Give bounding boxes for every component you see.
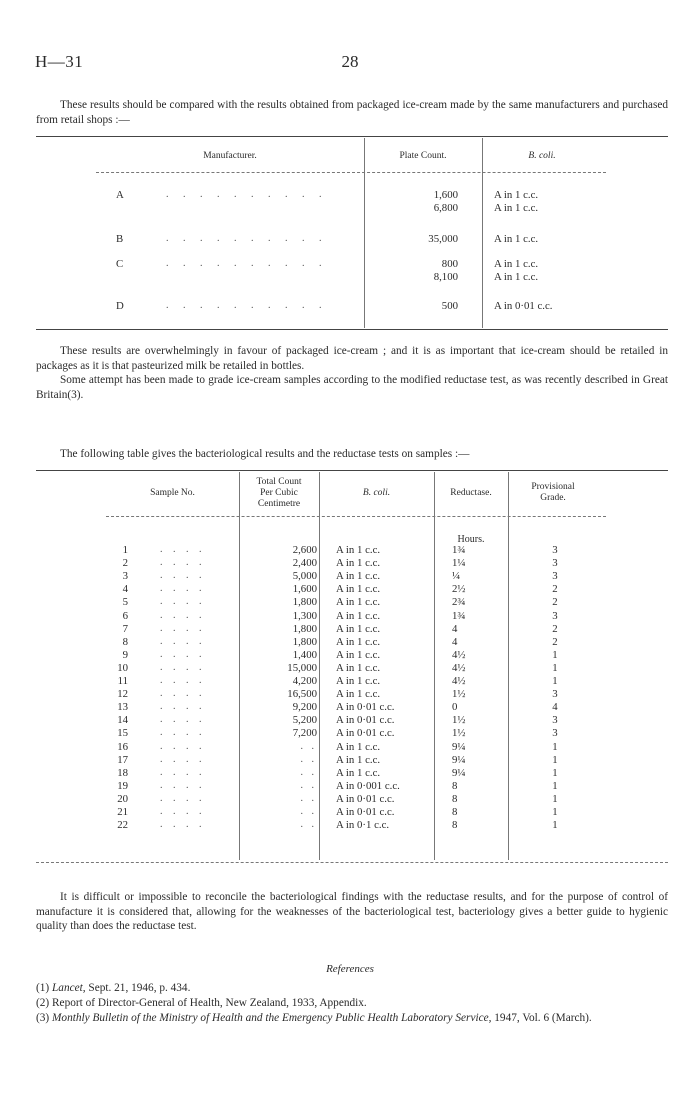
reductase-value: 1½ [452, 727, 466, 740]
header-manufacturer: Manufacturer. [203, 151, 257, 161]
provisional-grade-value: 1 [552, 753, 558, 766]
leader-dots: . . . . [160, 609, 206, 621]
provisional-grade-value: 3 [552, 714, 558, 727]
leader-dots: . . [300, 753, 317, 765]
reference-detail: Sept. 21, 1946, p. 434. [85, 982, 191, 994]
plate-count-value: 800 [441, 258, 458, 270]
leader-dots: . . . . [160, 544, 206, 555]
header-rule [96, 172, 606, 173]
leader-dots: . . . . [160, 819, 206, 831]
provisional-grade-value: 3 [552, 557, 558, 570]
total-count-value: 15,000 [287, 661, 317, 674]
reductase-value: 1¼ [452, 557, 466, 570]
reductase-value: 2¾ [452, 596, 466, 609]
provisional-grade-value: 1 [552, 779, 558, 792]
provisional-grade-value: 2 [552, 596, 558, 609]
header-provisional-grade [508, 482, 598, 504]
b-coli-value: A in 1 c.c. [336, 766, 381, 779]
paragraph-table-intro: The following table gives the bacteriological results and the reductase tests on samples :— [60, 448, 470, 460]
leader-dots: . . . . [160, 753, 206, 765]
reference-detail: Report of Director-General of Health, New Zealand, 1933, Appendix. [52, 997, 367, 1009]
total-count-value: 1,600 [292, 583, 317, 596]
leader-dots: . . [300, 740, 317, 752]
b-coli-value: A in 1 c.c. [336, 557, 381, 570]
reference-journal: Lancet, [52, 982, 86, 994]
plate-count-value: 35,000 [428, 233, 458, 245]
header-total-count [239, 477, 319, 510]
sample-number: 5 [122, 596, 128, 609]
sample-number: 9 [122, 648, 128, 661]
reductase-value: 9¼ [452, 766, 466, 779]
provisional-grade-value: 1 [552, 661, 558, 674]
header-total-count-line: Centimetre [257, 499, 301, 509]
page-number: 28 [341, 52, 359, 71]
total-count-value: 1,800 [292, 622, 317, 635]
provisional-grade-value: 3 [552, 727, 558, 740]
sample-number: 3 [122, 570, 128, 583]
sample-number: 13 [117, 701, 128, 714]
table-top-rule [36, 470, 668, 471]
intro-paragraph: These results should be compared with the results obtained from packaged ice-cream made by the same manufacturers and purchased from retail shops :— [36, 99, 668, 126]
header-b-coli: B. coli. [528, 151, 556, 161]
reductase-value: 4½ [452, 648, 466, 661]
document-code: H—31 [35, 52, 84, 71]
total-count-value: 2,400 [292, 557, 317, 570]
header-rule [106, 516, 606, 517]
b-coli-value: A in 1 c.c. [336, 596, 381, 609]
header-sample-no: Sample No. [150, 488, 195, 498]
sample-number: 12 [117, 688, 128, 701]
leader-dots: . . . . [160, 766, 206, 778]
table-top-rule [36, 136, 668, 137]
provisional-grade-value: 3 [552, 688, 558, 701]
table-bottom-rule [36, 329, 668, 330]
b-coli-value: A in 0·01 c.c. [336, 714, 395, 727]
sample-number: 7 [122, 622, 128, 635]
paragraph-grading: Some attempt has been made to grade ice-cream samples according to the modified reductase test, as was recently described in Great Britain(3). [36, 374, 668, 401]
reference-number: (2) [36, 997, 50, 1009]
leader-dots: . . . . [160, 622, 206, 634]
sample-number: 6 [122, 609, 128, 622]
manufacturer-table [36, 136, 668, 346]
leader-dots: . . . . . . . . . . [166, 258, 328, 269]
sample-number: 14 [117, 714, 128, 727]
b-coli-value: A in 1 c.c. [336, 609, 381, 622]
reductase-value: 0 [452, 701, 458, 714]
b-coli-value: A in 0·01 c.c. [336, 792, 395, 805]
plate-count-value: 6,800 [433, 202, 458, 214]
column-divider [319, 472, 320, 860]
provisional-grade-value: 3 [552, 609, 558, 622]
reductase-value: 1¾ [452, 609, 466, 622]
paragraph-packaged: These results are overwhelmingly in favour of packaged ice-cream ; and it is as important that ice-cream should be retailed in packages as it is that pasteurized milk be retailed in bottles. [36, 345, 668, 372]
b-coli-value: A in 1 c.c. [336, 740, 381, 753]
b-coli-value: A in 1 c.c. [494, 189, 539, 201]
total-count-value: 5,000 [292, 570, 317, 583]
column-divider [482, 138, 483, 328]
b-coli-value: A in 0·01 c.c. [336, 727, 395, 740]
provisional-grade-value: 1 [552, 766, 558, 779]
column-divider [508, 472, 509, 860]
sample-number: 16 [117, 740, 128, 753]
leader-dots: . . . . [160, 740, 206, 752]
sample-number: 19 [117, 779, 128, 792]
b-coli-value: A in 1 c.c. [494, 271, 539, 283]
b-coli-value: A in 1 c.c. [336, 544, 381, 556]
reference-number: (1) [36, 982, 50, 994]
header-grade-line: Grade. [540, 493, 566, 503]
header-b-coli: B. coli. [362, 488, 391, 498]
leader-dots: . . . . [160, 779, 206, 791]
provisional-grade-value: 1 [552, 819, 558, 832]
leader-dots: . . . . [160, 701, 206, 713]
total-count-value: 5,200 [292, 714, 317, 727]
leader-dots: . . [300, 819, 317, 831]
provisional-grade-value: 1 [552, 740, 558, 753]
hours-label: Hours. [457, 534, 485, 545]
b-coli-value: A in 1 c.c. [494, 202, 539, 214]
reductase-value: 4 [452, 622, 458, 635]
reductase-value: 4 [452, 635, 458, 648]
b-coli-value: A in 1 c.c. [336, 675, 381, 687]
total-count-value: 9,200 [292, 701, 317, 714]
total-count-value: 1,300 [292, 609, 317, 622]
reductase-value: 8 [452, 806, 458, 818]
provisional-grade-value: 2 [552, 635, 558, 648]
sample-number: 4 [122, 583, 128, 596]
b-coli-value: A in 0·01 c.c. [336, 806, 395, 818]
plate-count-value: 500 [441, 300, 458, 312]
leader-dots: . . [300, 792, 317, 804]
reductase-value: 1½ [452, 714, 466, 727]
table-bottom-rule [36, 862, 668, 863]
reductase-value: ¼ [452, 570, 461, 583]
reference-item [36, 1011, 668, 1025]
reference-item [36, 981, 668, 995]
b-coli-value: A in 1 c.c. [336, 583, 381, 596]
references-heading: References [326, 963, 374, 975]
sample-number: 2 [122, 557, 128, 570]
sample-number: 18 [117, 766, 128, 779]
reductase-value: 4½ [452, 661, 466, 674]
sample-number: 15 [117, 727, 128, 740]
leader-dots: . . . . [160, 792, 206, 804]
header-total-count-line: Total Count [256, 477, 302, 487]
total-count-value: 7,200 [292, 727, 317, 740]
provisional-grade-value: 4 [552, 701, 558, 714]
reductase-value: 2½ [452, 583, 466, 596]
b-coli-value: A in 0·1 c.c. [336, 819, 390, 832]
leader-dots: . . . . [160, 570, 206, 582]
sample-number: 20 [117, 792, 128, 805]
header-total-count-line: Per Cubic [260, 488, 298, 498]
leader-dots: . . . . [160, 675, 206, 686]
reductase-value: 8 [452, 792, 458, 805]
leader-dots: . . . . [160, 714, 206, 726]
total-count-value: 1,400 [292, 648, 317, 661]
total-count-value: 4,200 [292, 675, 317, 687]
provisional-grade-value: 1 [552, 648, 558, 661]
total-count-value: 1,800 [292, 635, 317, 648]
b-coli-value: A in 0·01 c.c. [494, 300, 553, 312]
reference-number: (3) [36, 1012, 50, 1024]
b-coli-value: A in 1 c.c. [494, 233, 539, 245]
leader-dots: . . . . [160, 596, 206, 608]
provisional-grade-value: 3 [552, 570, 558, 583]
sample-number: 10 [117, 661, 128, 674]
leader-dots: . . . . [160, 635, 206, 647]
column-divider [434, 472, 435, 860]
provisional-grade-value: 3 [552, 544, 558, 556]
leader-dots: . . . . [160, 661, 206, 673]
reductase-value: 1½ [452, 688, 466, 701]
sample-number: 8 [122, 635, 128, 648]
b-coli-value: A in 1 c.c. [336, 661, 381, 674]
column-divider [364, 138, 365, 328]
reductase-value: 9¼ [452, 740, 466, 753]
total-count-value: 16,500 [287, 688, 317, 701]
b-coli-value: A in 1 c.c. [336, 753, 381, 766]
sample-number: 11 [117, 675, 128, 687]
manufacturer-label: A [116, 189, 124, 201]
header-grade-line: Provisional [531, 482, 575, 492]
manufacturer-label: C [116, 258, 124, 270]
reductase-value: 9¼ [452, 753, 466, 766]
b-coli-value: A in 1 c.c. [336, 688, 381, 701]
provisional-grade-value: 1 [552, 675, 558, 687]
total-count-value: 2,600 [292, 544, 317, 556]
reference-item [36, 996, 668, 1010]
b-coli-value: A in 1 c.c. [336, 635, 381, 648]
provisional-grade-value: 1 [552, 792, 558, 805]
manufacturer-label: B [116, 233, 124, 245]
sample-number: 1 [122, 544, 128, 556]
b-coli-value: A in 0·01 c.c. [336, 701, 395, 714]
leader-dots: . . . . . . . . . . [166, 233, 328, 244]
sample-number: 21 [117, 806, 128, 818]
leader-dots: . . . . [160, 648, 206, 660]
plate-count-value: 1,600 [433, 189, 458, 201]
provisional-grade-value: 1 [552, 806, 558, 818]
reductase-value: 4½ [452, 675, 466, 687]
reductase-value: 8 [452, 819, 458, 832]
b-coli-value: A in 0·001 c.c. [336, 779, 400, 792]
b-coli-value: A in 1 c.c. [336, 570, 381, 583]
leader-dots: . . [300, 806, 317, 817]
paragraph-conclusion: It is difficult or impossible to reconcile the bacteriological findings with the reductase results, and for the purpose of control of manufacture it is considered that, allowing for the weaknesses of the bacteriological test, bacteriology gives a better guide to hygienic quality than does the reductase test. [36, 891, 668, 932]
leader-dots: . . . . [160, 727, 206, 739]
provisional-grade-value: 2 [552, 622, 558, 635]
b-coli-value: A in 1 c.c. [336, 622, 381, 635]
references-list [36, 981, 668, 1025]
header-plate-count: Plate Count. [399, 151, 447, 161]
header-reductase: Reductase. [450, 488, 492, 498]
leader-dots: . . . . . . . . . . [166, 189, 328, 200]
manufacturer-label: D [116, 300, 124, 312]
reference-detail: 1947, Vol. 6 (March). [491, 1012, 592, 1024]
leader-dots: . . . . [160, 557, 206, 569]
b-coli-value: A in 1 c.c. [336, 648, 381, 661]
b-coli-value: A in 1 c.c. [494, 258, 539, 270]
leader-dots: . . . . [160, 583, 206, 595]
reductase-value: 1¾ [452, 544, 466, 556]
reference-journal: Monthly Bulletin of the Ministry of Health and the Emergency Public Health Laboratory Service, [52, 1012, 492, 1024]
leader-dots: . . [300, 766, 317, 778]
reductase-value: 8 [452, 779, 458, 792]
leader-dots: . . . . [160, 806, 206, 817]
leader-dots: . . . . . . . . . . [166, 300, 328, 311]
provisional-grade-value: 2 [552, 583, 558, 596]
total-count-value: 1,800 [292, 596, 317, 609]
plate-count-value: 8,100 [433, 271, 458, 283]
leader-dots: . . [300, 779, 317, 791]
leader-dots: . . . . [160, 688, 206, 700]
sample-number: 22 [117, 819, 128, 832]
sample-number: 17 [117, 753, 128, 766]
